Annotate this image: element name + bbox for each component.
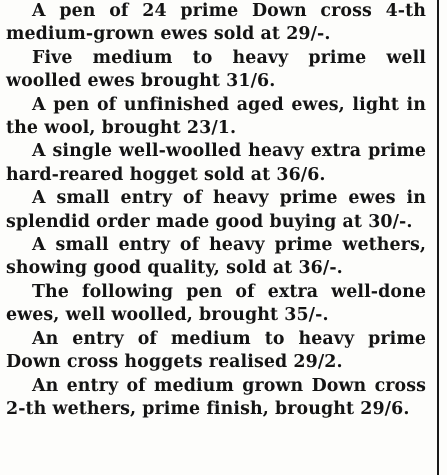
report-paragraph-7: The following pen of extra well-done ewes, well woolled, brought 35/-. (6, 281, 426, 326)
report-paragraph-4: A single well-woolled heavy extra prime hard-reared hogget sold at 36/6. (6, 141, 426, 185)
column-rule (437, 0, 439, 475)
report-paragraph-3: A pen of unfinished aged ewes, light in the wool, brought 23/1. (6, 94, 426, 139)
report-paragraph-9: An entry of medium grown Down cross 2-th wethers, prime finish, brought 29/6. (6, 375, 426, 419)
report-paragraph-1: A pen of 24 prime Down cross 4-th medium-grown ewes sold at 29/-. (6, 1, 426, 45)
report-paragraph-2: Five medium to heavy prime well woolled ewes brought 31/6. (6, 47, 426, 92)
market-report-column (6, 0, 426, 421)
report-paragraph-8: An entry of medium to heavy prime Down cross hoggets realised 29/2. (6, 328, 426, 373)
report-paragraph-6: A small entry of heavy prime wethers, showing good quality, sold at 36/-. (6, 235, 426, 279)
report-paragraph-5: A small entry of heavy prime ewes in splendid order made good buying at 30/-. (6, 188, 426, 232)
